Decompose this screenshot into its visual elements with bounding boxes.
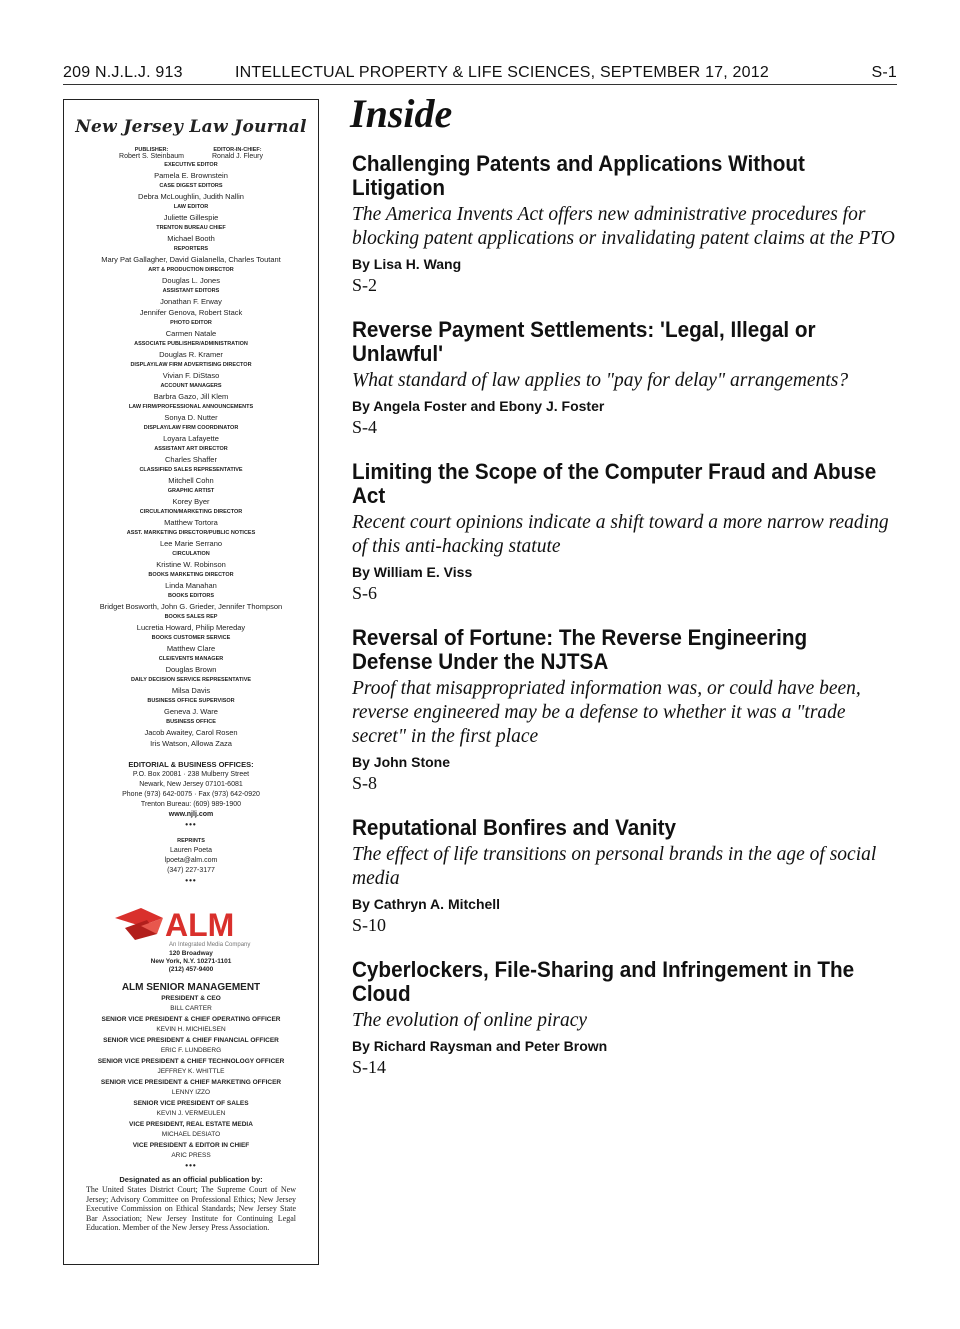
page-header (63, 62, 897, 85)
staff-names: Iris Watson, Allowa Zaza (150, 739, 232, 748)
staff-entry (64, 182, 318, 202)
staff-role: BUSINESS OFFICE SUPERVISOR (147, 698, 235, 704)
staff-entry (64, 508, 318, 528)
reprints-phone: (347) 227-3177 (167, 867, 215, 874)
staff-names: Douglas L. Jones (162, 276, 220, 285)
staff-entry (64, 634, 318, 654)
article-dek: The evolution of online piracy (352, 1010, 588, 1031)
publisher-role: PUBLISHER: (134, 147, 169, 153)
article-headline[interactable]: Cyberlockers, File-Sharing and Infringement in The Cloud (352, 957, 855, 1006)
designated-text: The United States District Court; The Supreme Court of New Jersey; Advisory Committee on Professional Ethics; New Jersey Executive Commission on Ethical Standards; New Jersey State Bar Association; New Jersey Institute for Continuing Legal Education. Member of the New Jersey Press Association. (86, 1185, 296, 1232)
staff-entry (64, 571, 318, 591)
staff-role: ASST. MARKETING DIRECTOR/PUBLIC NOTICES (126, 530, 256, 536)
editor-name: Ronald J. Fleury (212, 153, 263, 160)
staff-entry (64, 487, 318, 507)
staff-role: DISPLAY/LAW FIRM COORDINATOR (143, 425, 239, 431)
article-byline: By Angela Foster and Ebony J. Foster (352, 398, 605, 414)
article-entry[interactable] (352, 318, 897, 438)
article-headline[interactable]: Reversal of Fortune: The Reverse Engineering Defense Under the NJTSA (352, 625, 808, 674)
article-dek: What standard of law applies to "pay for delay" arrangements? (352, 370, 849, 391)
staff-names: Juliette Gillespie (163, 213, 219, 222)
management-title: SENIOR VICE PRESIDENT & CHIEF FINANCIAL OFFICER (103, 1037, 279, 1044)
article-dek: Recent court opinions indicate a shift toward a more narrow reading of this anti-hacking statute (352, 512, 889, 557)
alm-address-line: New York, N.Y. 10271-1101 (150, 958, 232, 965)
management-name: JEFFREY K. WHITTLE (157, 1068, 225, 1075)
staff-names: Jonathan F. Erway (160, 297, 222, 306)
reprints-role: REPRINTS (177, 838, 205, 844)
staff-role: CLE/EVENTS MANAGER (158, 656, 224, 662)
staff-names: Mary Pat Gallagher, David Gialanella, Charles Toutant (101, 255, 281, 264)
offices-line: Trenton Bureau: (609) 989-1900 (140, 801, 242, 808)
staff-names: Michael Booth (167, 234, 215, 243)
article-headline[interactable]: Challenging Patents and Applications Without Litigation (352, 151, 805, 200)
article-entry[interactable] (352, 816, 897, 936)
staff-role: PHOTO EDITOR (170, 320, 212, 326)
staff-names: Kristine W. Robinson (156, 560, 226, 569)
inside-title: Inside (350, 91, 453, 136)
article-dek: The America Invents Act offers new administrative procedures for blocking patent applications or invalidating patent claims at the PTO (352, 204, 895, 249)
management-title: VICE PRESIDENT, REAL ESTATE MEDIA (129, 1121, 253, 1128)
staff-names: Geneva J. Ware (164, 707, 218, 716)
designated-heading: Designated as an official publication by: (119, 1175, 263, 1184)
article-page: S-2 (352, 275, 378, 295)
staff-role: CIRCULATION (172, 551, 210, 557)
article-entry[interactable] (352, 460, 897, 604)
staff-entry (64, 161, 318, 181)
staff-entry (64, 613, 318, 633)
staff-entry (64, 592, 318, 612)
staff-role: LAW EDITOR (173, 204, 209, 210)
staff-role: ACCOUNT MANAGERS (160, 383, 222, 389)
page-number: S-1 (871, 64, 897, 81)
management-title: SENIOR VICE PRESIDENT & CHIEF OPERATING OFFICER (101, 1016, 281, 1023)
alm-logo-text: ALM (165, 907, 235, 943)
alm-logo-mark (111, 904, 271, 948)
staff-names: Debra McLoughlin, Judith Nallin (138, 192, 244, 201)
staff-role: ASSOCIATE PUBLISHER/ADMINISTRATION (134, 341, 248, 347)
staff-entry (64, 655, 318, 675)
staff-names: Douglas Brown (165, 665, 217, 674)
staff-role: LAW FIRM/PROFESSIONAL ANNOUNCEMENTS (128, 404, 254, 410)
publisher-row (64, 147, 318, 160)
management-name: ERIC F. LUNDBERG (160, 1047, 222, 1054)
staff-role: REPORTERS (173, 246, 209, 252)
staff-entry (64, 403, 318, 423)
staff-entry (64, 224, 318, 244)
staff-names: Matthew Clare (166, 644, 216, 653)
reprints-block (64, 836, 318, 886)
staff-entry (64, 445, 318, 465)
citation: 209 N.J.L.J. 913 (63, 64, 183, 81)
offices-line: P.O. Box 20081 · 238 Mulberry Street (132, 771, 250, 778)
staff-entry (64, 266, 318, 286)
management-name: ARIC PRESS (171, 1152, 211, 1159)
staff-entry (64, 245, 318, 265)
offices-line: Phone (973) 642-0075 · Fax (973) 642-0920 (122, 791, 260, 798)
management-title: PRESIDENT & CEO (161, 995, 221, 1002)
alm-tagline: An Integrated Media Company (169, 942, 251, 948)
staff-role: ASSISTANT ART DIRECTOR (154, 446, 228, 452)
staff-entry (64, 529, 318, 549)
management-name: MICHAEL DESIATO (161, 1131, 221, 1138)
management-title: SENIOR VICE PRESIDENT & CHIEF TECHNOLOGY OFFICER (97, 1058, 285, 1065)
staff-names: Carmen Natale (165, 329, 217, 338)
staff-entry (64, 676, 318, 696)
staff-names: Korey Byer (172, 497, 210, 506)
designated-block (64, 1175, 318, 1233)
masthead-box (63, 99, 319, 1265)
staff-names: Pamela E. Brownstein (154, 171, 228, 180)
staff-names: Barbra Gazo, Jill Klem (153, 392, 229, 401)
masthead-title: New Jersey Law Journal (75, 117, 307, 137)
staff-role: BOOKS MARKETING DIRECTOR (148, 572, 234, 578)
staff-list (64, 161, 318, 749)
staff-role: GRAPHIC ARTIST (167, 488, 215, 494)
article-byline: By Cathryn A. Mitchell (352, 896, 501, 912)
article-page: S-4 (352, 417, 378, 437)
staff-names: Lee Marie Serrano (159, 539, 223, 548)
staff-role: CLASSIFIED SALES REPRESENTATIVE (139, 467, 243, 473)
staff-entry (64, 382, 318, 402)
offices-heading: EDITORIAL & BUSINESS OFFICES: (128, 760, 254, 769)
management-name: KEVIN J. VERMEULEN (156, 1110, 226, 1117)
article-byline: By Lisa H. Wang (352, 256, 462, 272)
article-entry[interactable] (352, 958, 897, 1078)
staff-entry (64, 319, 318, 339)
staff-entry (64, 287, 318, 307)
article-headline[interactable]: Reverse Payment Settlements: 'Legal, Illegal or Unlawful' (352, 317, 816, 366)
staff-names: Vivian F. DiStaso (162, 371, 220, 380)
staff-names: Douglas R. Kramer (159, 350, 223, 359)
staff-names: Jennifer Genova, Robert Stack (139, 308, 243, 317)
staff-names: Milsa Davis (171, 686, 211, 695)
staff-role: ART & PRODUCTION DIRECTOR (148, 267, 234, 273)
staff-names: Mitchell Cohn (168, 476, 214, 485)
article-entry[interactable] (352, 152, 897, 296)
staff-names: Linda Manahan (165, 581, 217, 590)
staff-names: Charles Shaffer (165, 455, 217, 464)
publisher-name: Robert S. Steinbaum (119, 153, 184, 160)
article-page: S-8 (352, 773, 378, 793)
article-page: S-14 (352, 1057, 387, 1077)
alm-logo (111, 904, 271, 948)
staff-entry (64, 203, 318, 223)
staff-names: Lucretia Howard, Philip Mereday (136, 623, 246, 632)
separator: ••• (185, 1161, 197, 1170)
website-link[interactable]: www.njlj.com (168, 811, 214, 818)
staff-role: EXECUTIVE EDITOR (164, 162, 218, 168)
management-title: SENIOR VICE PRESIDENT & CHIEF MARKETING OFFICER (100, 1079, 282, 1086)
article-dek: The effect of life transitions on personal brands in the age of social media (352, 844, 877, 889)
section-title: INTELLECTUAL PROPERTY & LIFE SCIENCES, SEPTEMBER 17, 2012 (235, 64, 769, 81)
staff-names: Loyara Lafayette (163, 434, 219, 443)
offices-line: Newark, New Jersey 07101-6081 (139, 781, 243, 788)
article-page: S-10 (352, 915, 387, 935)
staff-names: Jacob Awaitey, Carol Rosen (144, 728, 238, 737)
staff-role: TRENTON BUREAU CHIEF (156, 225, 226, 231)
alm-address-line: 120 Broadway (169, 950, 213, 957)
staff-entry (64, 424, 318, 444)
management-name: KEVIN H. MICHIELSEN (156, 1026, 226, 1033)
staff-entry (64, 307, 318, 318)
management-name: LENNY IZZO (171, 1089, 211, 1096)
staff-entry (64, 738, 318, 749)
staff-names: Matthew Tortora (164, 518, 218, 527)
staff-role: BOOKS EDITORS (167, 593, 215, 599)
article-list (352, 152, 897, 1100)
staff-role: CASE DIGEST EDITORS (159, 183, 223, 189)
separator: ••• (185, 876, 197, 885)
staff-names: Sonya D. Nutter (164, 413, 218, 422)
staff-names: Bridget Bosworth, John G. Grieder, Jennifer Thompson (99, 602, 283, 611)
staff-entry (64, 361, 318, 381)
staff-role: BUSINESS OFFICE (166, 719, 216, 725)
management-list (64, 993, 318, 1161)
article-entry[interactable] (352, 626, 897, 794)
editor-role: EDITOR-IN-CHIEF: (213, 147, 262, 153)
offices-block (64, 760, 318, 830)
reprints-email[interactable]: lpoeta@alm.com (164, 857, 218, 864)
staff-role: DISPLAY/LAW FIRM ADVERTISING DIRECTOR (130, 362, 252, 368)
staff-role: DAILY DECISION SERVICE REPRESENTATIVE (130, 677, 252, 683)
alm-address-line: (212) 457-9400 (168, 966, 214, 973)
management-name: BILL CARTER (170, 1005, 212, 1012)
staff-entry (64, 466, 318, 486)
staff-entry (64, 550, 318, 570)
management-title: VICE PRESIDENT & EDITOR IN CHIEF (132, 1142, 250, 1149)
alm-management-heading: ALM SENIOR MANAGEMENT (121, 982, 261, 993)
article-dek: Proof that misappropriated information was, or could have been, reverse engineered may be a defense to whether it was a "trade secret" in the first place (352, 678, 861, 747)
staff-role: ASSISTANT EDITORS (162, 288, 220, 294)
staff-entry (64, 697, 318, 717)
article-byline: By Richard Raysman and Peter Brown (352, 1038, 608, 1054)
staff-entry (64, 340, 318, 360)
staff-role: BOOKS SALES REP (164, 614, 218, 620)
separator: ••• (185, 820, 197, 829)
article-byline: By William E. Viss (352, 564, 473, 580)
staff-entry (64, 718, 318, 738)
article-headline[interactable]: Limiting the Scope of the Computer Fraud and Abuse Act (352, 459, 877, 508)
staff-role: BOOKS CUSTOMER SERVICE (151, 635, 231, 641)
staff-role: CIRCULATION/MARKETING DIRECTOR (139, 509, 243, 515)
article-headline[interactable]: Reputational Bonfires and Vanity (352, 815, 677, 840)
article-page: S-6 (352, 583, 378, 603)
article-byline: By John Stone (352, 754, 451, 770)
management-title: SENIOR VICE PRESIDENT OF SALES (133, 1100, 249, 1107)
alm-address (64, 950, 318, 974)
reprints-name: Lauren Poeta (169, 847, 213, 854)
